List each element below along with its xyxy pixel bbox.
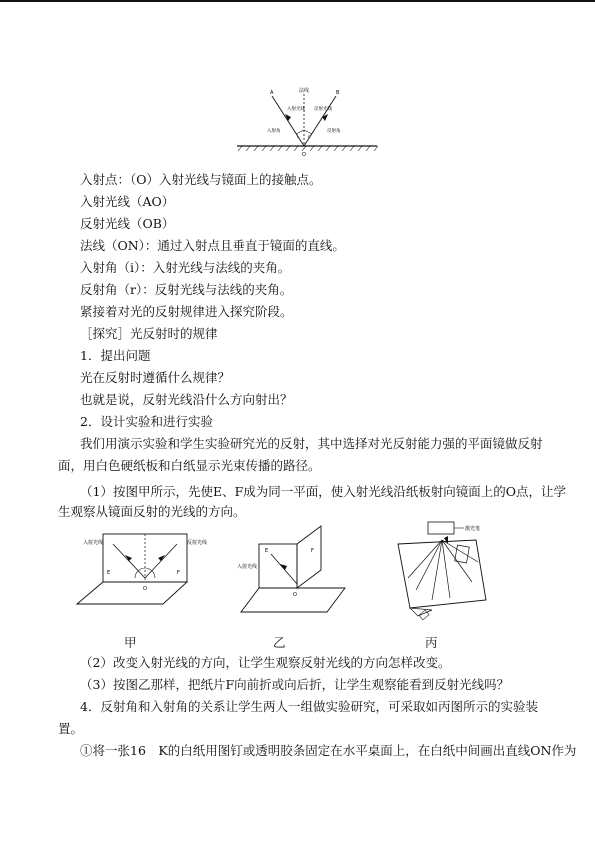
top-rule (0, 0, 595, 2)
angle-r-label: 反射角 (327, 129, 341, 134)
paragraph: 置。 (58, 721, 84, 736)
paragraph: （3）按图乙那样，把纸片F向前折或向后折，让学生观察能看到反射光线吗？ (80, 677, 510, 692)
paragraph: （1）按图甲所示，先使E、F成为同一平面，使入射光线沿纸板射向镜面上的O点，让学 (80, 484, 567, 499)
paragraph: （2）改变入射光线的方向，让学生观察反射光线的方向怎样改变。 (80, 655, 451, 670)
figure-yi (235, 522, 350, 614)
paragraph: 1．提出问题 (80, 348, 151, 363)
jia-incident-label: 入射光线 (83, 540, 104, 546)
normal-label: 法线 (299, 88, 310, 94)
jia-reflected-label: 反射光线 (187, 540, 208, 546)
caption-bing: 丙 (425, 635, 438, 650)
paragraph: 入射角（i）：入射光线与法线的夹角。 (80, 260, 291, 275)
paragraph: 也就是说，反射光线沿什么方向射出？ (80, 392, 293, 407)
paragraph: 入射点：（O）入射光线与镜面上的接触点。 (80, 172, 322, 187)
point-a-label: A (270, 90, 274, 96)
paragraph: 我们用演示实验和学生实验研究光的反射，其中选择对光反射能力强的平面镜做反射 (80, 436, 543, 451)
caption-jia: 甲 (124, 635, 137, 650)
jia-f-label: F (177, 570, 180, 576)
paragraph: 反射角（r）：反射光线与法线的夹角。 (80, 282, 293, 297)
point-o-label: O (302, 152, 306, 158)
paragraph: 2．设计实验和进行实验 (80, 414, 213, 429)
angle-i-symbol: i (297, 135, 299, 140)
jia-e-label: E (107, 570, 111, 576)
paragraph: 面，用白色硬纸板和白纸显示光束传播的路径。 (58, 458, 321, 473)
yi-incident-label: 入射光线 (237, 564, 258, 570)
reflected-arrow (322, 114, 328, 121)
angle-r-symbol: r (308, 135, 310, 140)
reflection-diagram (232, 80, 382, 160)
figure-jia (75, 528, 215, 610)
caption-yi: 乙 (273, 635, 286, 650)
point-b-label: B (336, 90, 340, 96)
reflected-label: 反射光线 (314, 107, 332, 112)
bing-device-label: 激光笔 (465, 526, 481, 532)
figure-bing (388, 518, 498, 622)
angle-i-label: 入射角 (267, 129, 281, 134)
paragraph: ①将一张16 K的白纸用图钉或透明胶条固定在水平桌面上，在白纸中间画出直线ON作为 (80, 743, 577, 758)
yi-o-label: O (293, 592, 297, 598)
jia-o-label: O (143, 586, 147, 592)
paragraph: 光在反射时遵循什么规律？ (80, 370, 231, 385)
yi-f-label: F (311, 548, 314, 554)
paragraph: 生观察从镜面反射的光线的方向。 (58, 504, 246, 519)
incident-label: 入射光线 (287, 107, 305, 112)
yi-e-label: E (265, 548, 269, 554)
paragraph: 法线（ON）：通过入射点且垂直于镜面的直线。 (80, 238, 345, 253)
paragraph: 紧接着对光的反射规律进入探究阶段。 (80, 304, 293, 319)
section-heading: ［探究］光反射时的规律 (80, 326, 218, 341)
paragraph: 反射光线（OB） (80, 216, 175, 231)
paragraph: 入射光线（AO） (80, 194, 175, 209)
paragraph: 4．反射角和入射角的关系让学生两人一组做实验研究，可采取如丙图所示的实验装 (80, 699, 538, 714)
mirror-hatch (238, 146, 378, 151)
